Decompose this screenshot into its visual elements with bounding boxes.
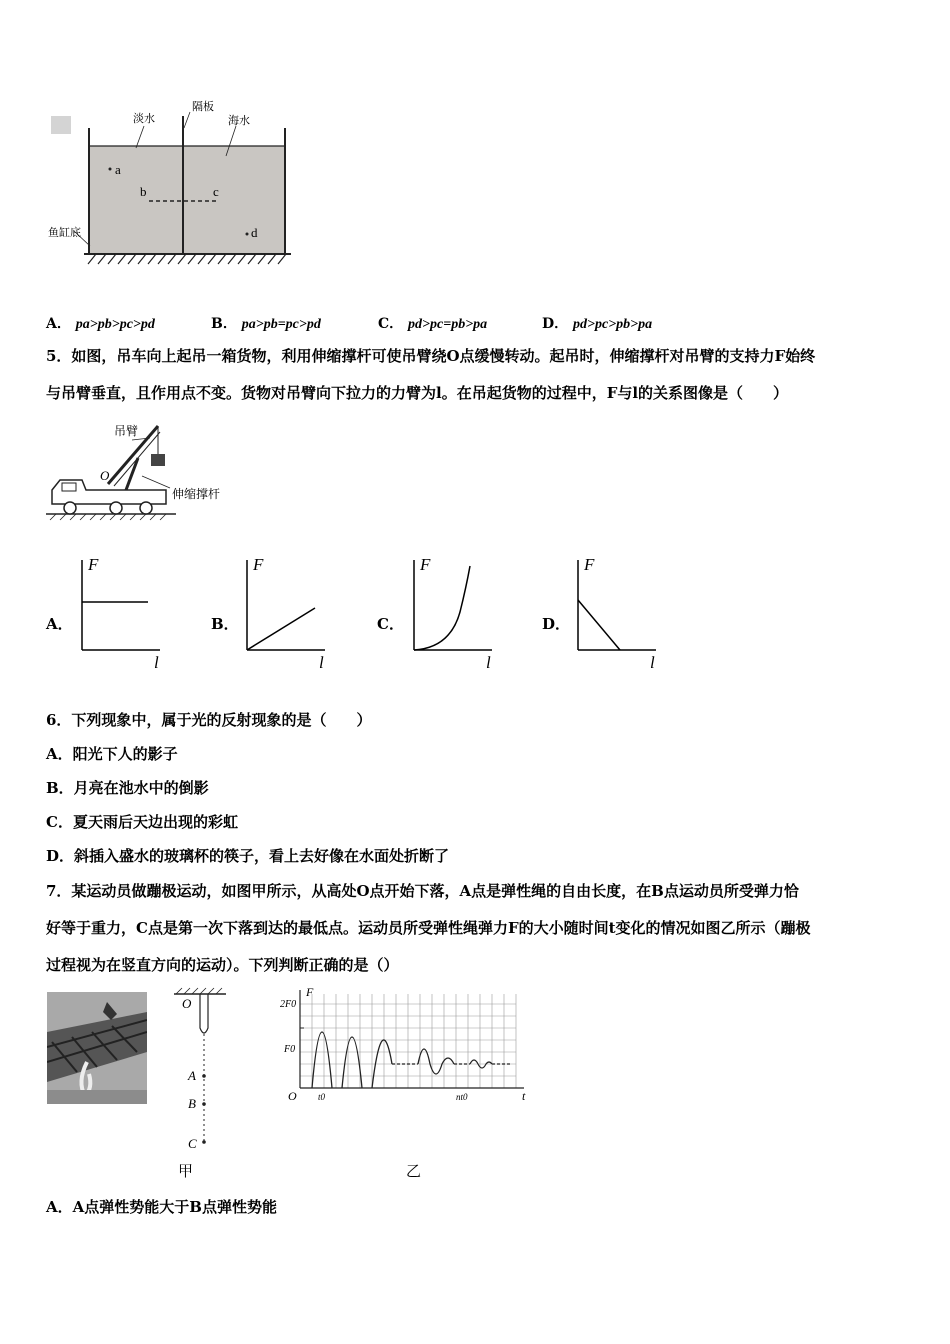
q5-graph-b[interactable] [235,552,335,672]
q5-graph-a[interactable] [70,552,170,672]
crane-label-rod: 伸缩撑杆 [172,487,221,501]
q6-option-a[interactable]: A．阳光下人的影子 [46,745,178,763]
graph-b-y-label: F [253,555,264,574]
tank-point-b: b [140,184,147,199]
bungee-diagram-jia [170,986,230,1154]
q5-stem-line1: 5．如图，吊车向上起吊一箱货物，利用伸缩撑杆可使吊臂绕O点缓慢转动。起吊时，伸缩撑杆对吊臂的支持力F始终 [46,347,816,365]
crane-label-arm: 吊臂 [114,424,139,438]
yi-x-label: t [522,1089,526,1103]
jia-point-o: O [182,996,192,1011]
yi-origin-label: O [288,1089,297,1103]
tank-label-sea: 海水 [228,115,250,127]
crane-label-o: O [100,468,110,483]
graph-c-y-label: F [420,555,431,574]
q4-option-d[interactable]: D． pd>pc>pb>pa [542,316,653,332]
q6-stem: 6．下列现象中，属于光的反射现象的是（ ） [46,711,372,729]
q7-stem-line1: 7．某运动员做蹦极运动，如图甲所示，从高处O点开始下落，A点是弹性绳的自由长度，在B点运动员所受弹力恰 [46,882,799,900]
jia-point-a: A [188,1068,196,1083]
tank-label-bottom: 鱼缸底 [48,227,81,239]
q7-option-a[interactable]: A．A点弹性势能大于B点弹性势能 [46,1198,277,1216]
graph-a-y-label: F [88,555,99,574]
q4-option-a[interactable]: A． pa>pb>pc>pd [46,316,155,332]
bungee-photo [47,992,147,1104]
q7-stem-line3: 过程视为在竖直方向的运动）。下列判断正确的是（） [46,956,399,974]
graph-d-x-label: l [650,653,655,672]
q6-option-d[interactable]: D．斜插入盛水的玻璃杯的筷子，看上去好像在水面处折断了 [46,847,450,865]
graph-c-x-label: l [486,653,491,672]
q7-stem-line2: 好等于重力，C点是第一次下落到达的最低点。运动员所受弹性绳弹力F的大小随时间t变化的情况如图乙所示（蹦极 [46,919,811,937]
bungee-graph-yi [280,986,530,1106]
yi-nt0-label: nt0 [456,1092,468,1102]
q4-option-c[interactable]: C． pd>pc=pb>pa [378,316,488,332]
q4-option-b[interactable]: B． pa>pb=pc>pd [211,316,321,332]
tank-label-fresh: 淡水 [133,113,155,125]
graph-b-x-label: l [319,653,324,672]
tank-label-partition: 隔板 [192,101,214,113]
caption-jia: 甲 [178,1162,194,1180]
jia-point-c: C [188,1136,197,1151]
tank-point-c: c [213,184,219,199]
tank-point-d: d [251,225,258,240]
yi-2f0-label: 2F0 [280,999,297,1010]
q5-graph-c[interactable] [402,552,502,672]
jia-point-b: B [188,1096,196,1111]
graph-d-y-label: F [584,555,595,574]
tank-point-a: a [115,162,121,177]
yi-f0-label: F0 [284,1044,296,1055]
q6-option-c[interactable]: C．夏天雨后天边出现的彩虹 [46,813,238,831]
yi-t0-label: t0 [318,1092,326,1102]
yi-y-label: F [306,986,314,999]
q5-graph-a-letter[interactable]: A． [46,615,73,633]
q5-graph-c-letter[interactable]: C． [377,615,404,633]
q6-option-b[interactable]: B．月亮在池水中的倒影 [46,779,209,797]
q5-stem-line2: 与吊臂垂直，且作用点不变。货物对吊臂向下拉力的力臂为l。在吊起货物的过程中，F与l的关系图像是（ ） [46,384,789,402]
q5-graph-b-letter[interactable]: B． [211,615,239,633]
caption-yi: 乙 [406,1162,422,1180]
q5-graph-d-letter[interactable]: D． [542,615,571,633]
q5-graph-d[interactable] [566,552,666,672]
crane-figure [46,418,226,522]
tank-figure [46,96,291,281]
graph-a-x-label: l [154,653,159,672]
